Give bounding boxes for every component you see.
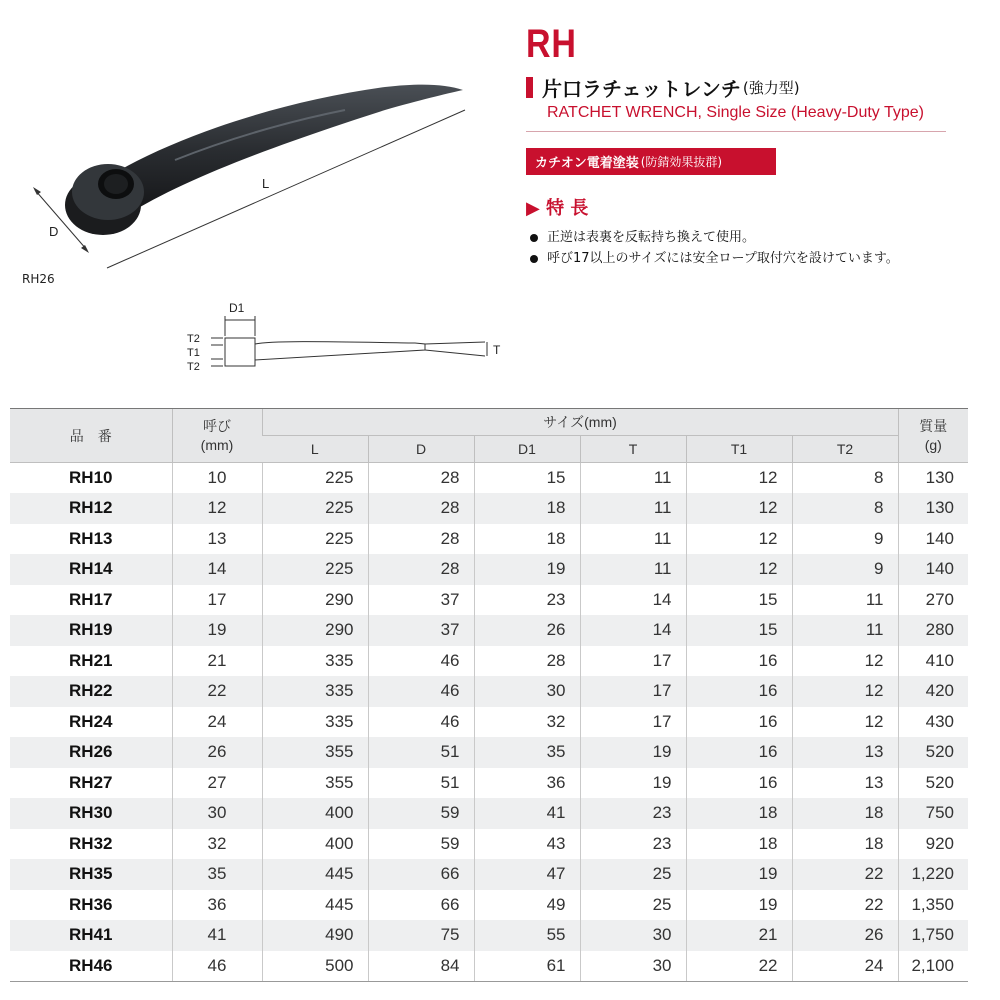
table-cell: 41 (474, 798, 580, 829)
table-cell: 15 (686, 615, 792, 646)
table-row (10, 707, 968, 738)
table-cell: 290 (262, 585, 368, 616)
table-cell: 18 (474, 524, 580, 555)
table-cell: 11 (792, 585, 898, 616)
table-row (10, 493, 968, 524)
table-cell: 32 (172, 829, 262, 860)
col-header-T1: T1 (686, 436, 792, 463)
table-cell: 410 (898, 646, 968, 677)
table-cell: 19 (580, 737, 686, 768)
table-cell: 36 (172, 890, 262, 921)
table-cell: 335 (262, 707, 368, 738)
table-cell: 49 (474, 890, 580, 921)
coating-badge (526, 148, 776, 175)
part-number-cell: RH46 (10, 951, 172, 982)
table-cell: 19 (474, 554, 580, 585)
table-cell: 24 (172, 707, 262, 738)
table-cell: 290 (262, 615, 368, 646)
dim-D-label: D (49, 224, 59, 239)
table-cell: 13 (172, 524, 262, 555)
table-cell: 13 (792, 768, 898, 799)
table-cell: 18 (686, 829, 792, 860)
table-cell: 28 (368, 554, 474, 585)
table-cell: 23 (474, 585, 580, 616)
table-cell: 37 (368, 615, 474, 646)
table-row (10, 890, 968, 921)
table-cell: 22 (792, 890, 898, 921)
table-cell: 17 (580, 676, 686, 707)
table-cell: 46 (172, 951, 262, 982)
table-cell: 140 (898, 524, 968, 555)
title-ja-sub: (強力型) (742, 79, 800, 97)
table-cell: 23 (580, 798, 686, 829)
table-cell: 130 (898, 493, 968, 524)
table-cell: 14 (172, 554, 262, 585)
table-cell: 27 (172, 768, 262, 799)
table-cell: 12 (686, 493, 792, 524)
table-cell: 46 (368, 707, 474, 738)
model-label: RH26 (22, 272, 55, 286)
table-row (10, 737, 968, 768)
table-cell: 17 (172, 585, 262, 616)
table-cell: 12 (172, 493, 262, 524)
bullet-icon (530, 255, 538, 263)
table-row (10, 646, 968, 677)
table-cell: 23 (580, 829, 686, 860)
table-cell: 8 (792, 463, 898, 494)
table-row (10, 554, 968, 585)
table-cell: 1,350 (898, 890, 968, 921)
table-row (10, 829, 968, 860)
part-number-cell: RH26 (10, 737, 172, 768)
table-cell: 11 (580, 524, 686, 555)
table-cell: 18 (474, 493, 580, 524)
table-cell: 30 (580, 951, 686, 982)
table-cell: 22 (172, 676, 262, 707)
table-cell: 11 (792, 615, 898, 646)
table-cell: 66 (368, 890, 474, 921)
table-row (10, 524, 968, 555)
table-cell: 37 (368, 585, 474, 616)
table-cell: 280 (898, 615, 968, 646)
col-header-weight: 質量 (g) (898, 409, 968, 463)
table-cell: 16 (686, 707, 792, 738)
table-cell: 19 (172, 615, 262, 646)
table-row (10, 585, 968, 616)
table-cell: 21 (172, 646, 262, 677)
table-cell: 140 (898, 554, 968, 585)
table-cell: 16 (686, 768, 792, 799)
table-cell: 28 (368, 493, 474, 524)
table-cell: 19 (580, 768, 686, 799)
table-cell: 30 (474, 676, 580, 707)
table-cell: 28 (474, 646, 580, 677)
table-cell: 355 (262, 768, 368, 799)
table-cell: 16 (686, 676, 792, 707)
table-cell: 21 (686, 920, 792, 951)
table-cell: 400 (262, 798, 368, 829)
table-cell: 61 (474, 951, 580, 982)
table-row (10, 920, 968, 951)
table-cell: 225 (262, 554, 368, 585)
part-number-cell: RH35 (10, 859, 172, 890)
table-cell: 445 (262, 890, 368, 921)
table-cell: 8 (792, 493, 898, 524)
part-number-cell: RH41 (10, 920, 172, 951)
table-cell: 36 (474, 768, 580, 799)
table-cell: 66 (368, 859, 474, 890)
col-header-size: サイズ(mm) (262, 409, 898, 436)
table-cell: 28 (368, 463, 474, 494)
part-number-cell: RH12 (10, 493, 172, 524)
table-cell: 420 (898, 676, 968, 707)
table-cell: 920 (898, 829, 968, 860)
table-cell: 35 (172, 859, 262, 890)
table-cell: 46 (368, 676, 474, 707)
col-header-L: L (262, 436, 368, 463)
table-cell: 11 (580, 554, 686, 585)
table-cell: 59 (368, 798, 474, 829)
feature-item: 正逆は表裏を反転持ち換えて使用。 (530, 227, 899, 248)
part-number-cell: RH10 (69, 468, 113, 487)
table-cell: 19 (686, 890, 792, 921)
title-ja-main: 片口ラチェットレンチ (542, 77, 741, 101)
table-cell: 25 (580, 890, 686, 921)
table-cell: 335 (262, 676, 368, 707)
part-number-cell: RH21 (69, 650, 113, 670)
table-cell: 520 (898, 768, 968, 799)
table-cell: 47 (474, 859, 580, 890)
part-number-cell: RH14 (10, 554, 172, 585)
table-row (10, 768, 968, 799)
part-number-cell: RH22 (10, 676, 172, 707)
table-cell: 335 (262, 646, 368, 677)
spec-table (10, 408, 968, 982)
table-row (10, 951, 968, 982)
part-number-cell: RH27 (69, 772, 113, 792)
features-title: ▶ 特 長 (526, 198, 589, 219)
table-row (10, 615, 968, 646)
table-cell: 9 (792, 554, 898, 585)
table-cell: 12 (686, 463, 792, 494)
part-number-cell: RH36 (69, 894, 113, 914)
part-number-cell: RH13 (69, 528, 113, 548)
table-cell: 55 (474, 920, 580, 951)
table-cell: 9 (792, 524, 898, 555)
table-cell: 17 (580, 646, 686, 677)
table-cell: 445 (262, 859, 368, 890)
table-row (10, 798, 968, 829)
part-number-cell: RH17 (69, 589, 113, 609)
dim-T2-top-label: T2 (187, 333, 200, 345)
dim-L-label: L (262, 176, 270, 191)
table-cell: 28 (368, 524, 474, 555)
dim-D1-label: D1 (229, 301, 245, 315)
col-header-part: 品 番 (10, 409, 172, 463)
table-cell: 43 (474, 829, 580, 860)
table-cell: 84 (368, 951, 474, 982)
divider (526, 131, 946, 132)
dim-T-label: T (493, 343, 501, 357)
table-cell: 225 (262, 463, 368, 494)
table-cell: 430 (898, 707, 968, 738)
dim-T1-label: T1 (187, 347, 200, 359)
table-row (10, 859, 968, 890)
table-cell: 19 (686, 859, 792, 890)
table-cell: 32 (474, 707, 580, 738)
table-cell: 500 (262, 951, 368, 982)
table-cell: 16 (686, 646, 792, 677)
table-cell: 12 (792, 646, 898, 677)
table-cell: 11 (580, 463, 686, 494)
title-en: RATCHET WRENCH, Single Size (Heavy-Duty Type) (547, 104, 924, 121)
table-cell: 26 (474, 615, 580, 646)
title-accent-bar (526, 77, 533, 98)
table-cell: 2,100 (898, 951, 968, 982)
table-cell: 12 (792, 676, 898, 707)
table-cell: 225 (262, 524, 368, 555)
col-header-D: D (368, 436, 474, 463)
table-cell: 10 (172, 463, 262, 494)
col-header-nominal: 呼び (mm) (172, 409, 262, 463)
table-cell: 75 (368, 920, 474, 951)
table-row (10, 463, 968, 494)
table-cell: 30 (580, 920, 686, 951)
bullet-icon (530, 234, 538, 242)
table-cell: 22 (686, 951, 792, 982)
table-cell: 12 (792, 707, 898, 738)
table-cell: 14 (580, 585, 686, 616)
table-cell: 18 (686, 798, 792, 829)
table-cell: 750 (898, 798, 968, 829)
dim-T2-bottom-label: T2 (187, 361, 200, 373)
table-cell: 130 (898, 463, 968, 494)
table-cell: 270 (898, 585, 968, 616)
table-cell: 14 (580, 615, 686, 646)
table-cell: 490 (262, 920, 368, 951)
coating-label: カチオン電着塗装 (535, 156, 639, 171)
table-cell: 16 (686, 737, 792, 768)
table-cell: 15 (686, 585, 792, 616)
table-cell: 520 (898, 737, 968, 768)
table-cell: 13 (792, 737, 898, 768)
table-cell: 22 (792, 859, 898, 890)
part-number-cell: RH19 (10, 615, 172, 646)
coating-note: (防錆効果抜群) (640, 155, 723, 169)
table-cell: 12 (686, 524, 792, 555)
table-cell: 59 (368, 829, 474, 860)
product-code: RH (526, 22, 577, 66)
table-cell: 400 (262, 829, 368, 860)
table-cell: 51 (368, 768, 474, 799)
table-cell: 18 (792, 829, 898, 860)
table-cell: 18 (792, 798, 898, 829)
profile-diagram (185, 298, 525, 383)
table-cell: 46 (368, 646, 474, 677)
table-cell: 17 (580, 707, 686, 738)
col-header-D1: D1 (474, 436, 580, 463)
table-cell: 11 (580, 493, 686, 524)
part-number-cell: RH24 (69, 711, 113, 731)
table-cell: 35 (474, 737, 580, 768)
table-cell: 51 (368, 737, 474, 768)
col-header-T2: T2 (792, 436, 898, 463)
table-cell: 24 (792, 951, 898, 982)
features-list (530, 227, 899, 269)
table-cell: 1,750 (898, 920, 968, 951)
table-cell: 225 (262, 493, 368, 524)
table-cell: 25 (580, 859, 686, 890)
part-number-cell: RH30 (10, 798, 172, 829)
title-ja (526, 73, 800, 102)
table-cell: 41 (172, 920, 262, 951)
table-cell: 1,220 (898, 859, 968, 890)
table-cell: 355 (262, 737, 368, 768)
table-cell: 15 (474, 463, 580, 494)
table-cell: 30 (172, 798, 262, 829)
table-row (10, 676, 968, 707)
table-cell: 26 (172, 737, 262, 768)
wrench-image (25, 70, 475, 270)
part-number-cell: RH32 (69, 833, 113, 853)
table-cell: 12 (686, 554, 792, 585)
feature-item: 呼び17以上のサイズには安全ロープ取付穴を設けています。 (530, 248, 899, 269)
col-header-T: T (580, 436, 686, 463)
table-cell: 26 (792, 920, 898, 951)
